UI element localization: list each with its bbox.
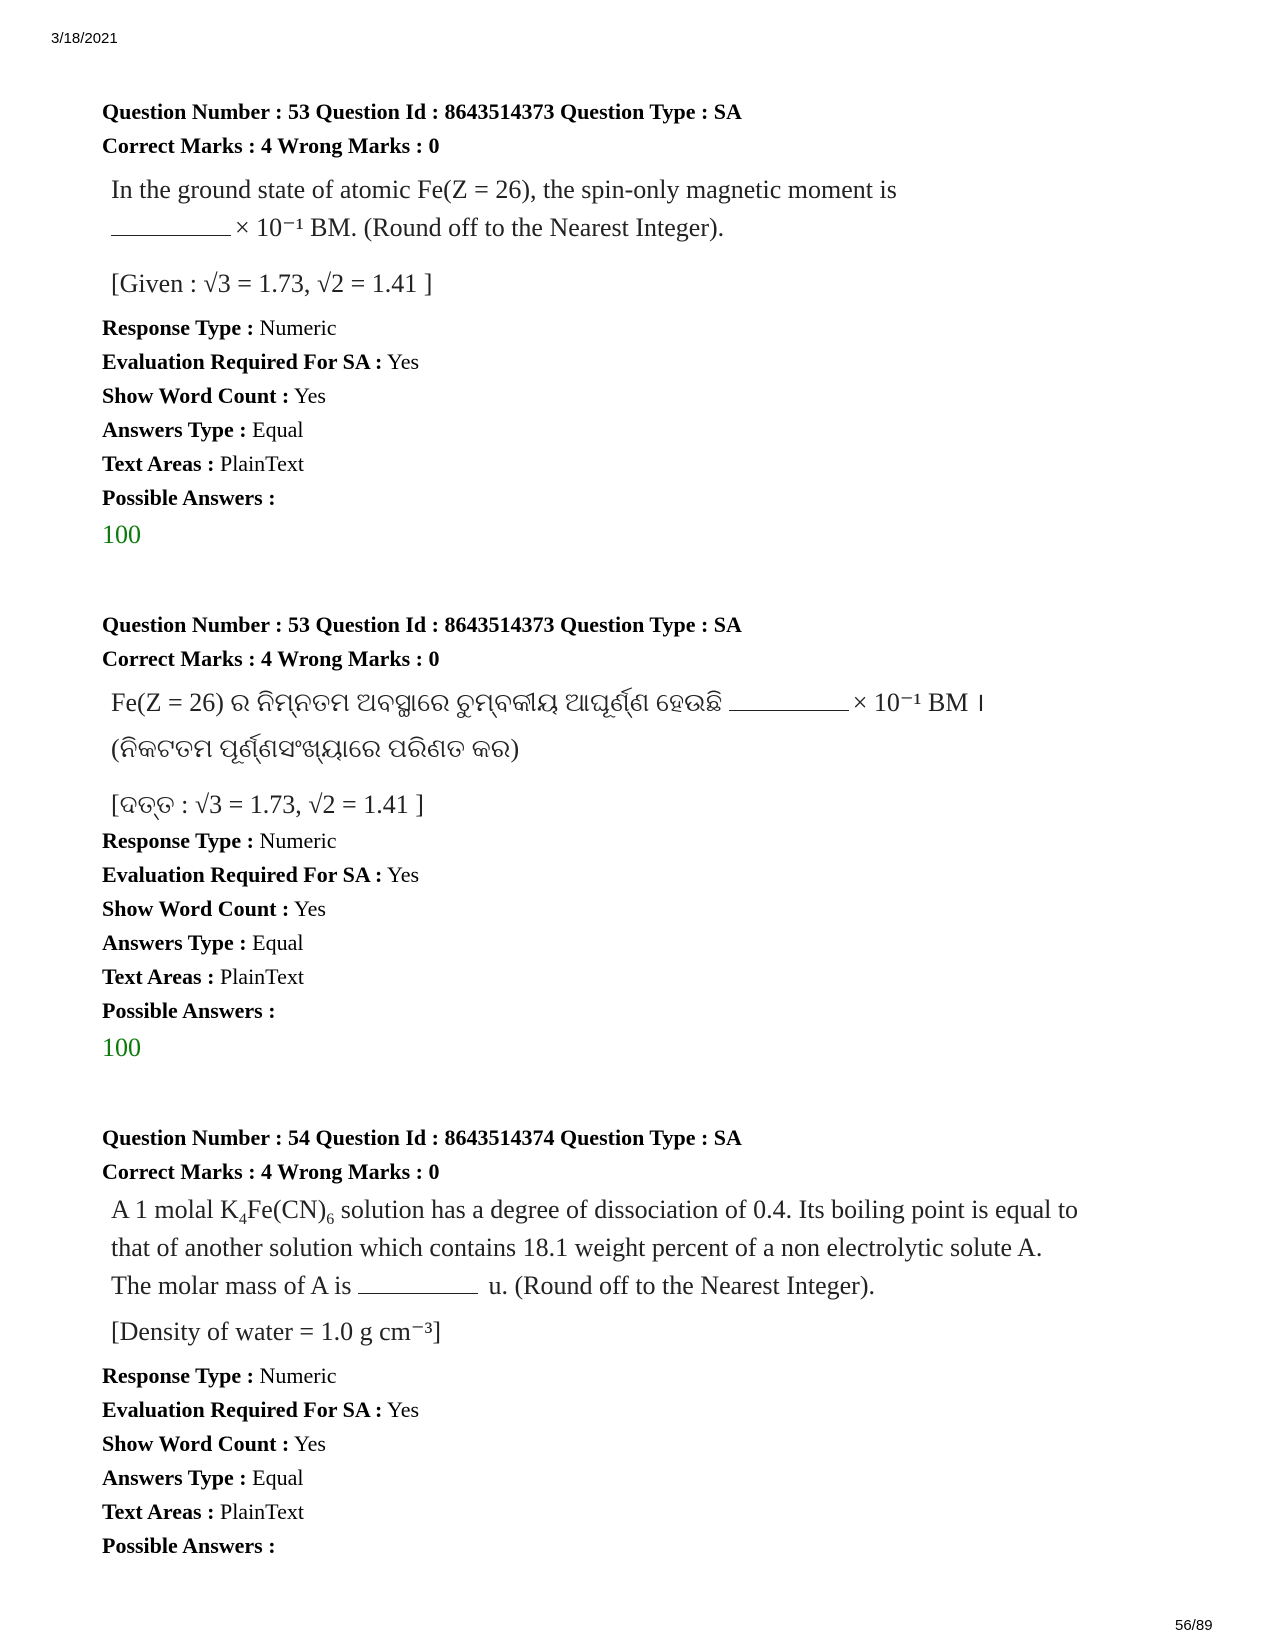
question-header: Question Number : 53 Question Id : 8643514373 Question Type : SA [102,612,742,637]
answers-type: Answers Type : Equal [102,930,304,955]
question-block-3 [102,1121,1182,1563]
answers-type: Answers Type : Equal [102,417,304,442]
response-type: Response Type : Numeric [102,1363,337,1388]
question-line-prefix: The molar mass of A is [111,1271,352,1300]
answer-blank [358,1271,478,1294]
question-line-suffix: × 10⁻¹ BM. (Round off to the Nearest Integer). [235,213,725,242]
question-text [111,684,1182,824]
text-areas: Text Areas : PlainText [102,964,304,989]
question-line: A 1 molal $K_4Fe(CN)_6$ solution has a degree of dissociation of 0.4. Its boiling point is equal to [111,1195,1079,1229]
question-line-suffix: u. (Round off to the Nearest Integer). [488,1271,875,1300]
answers-type: Answers Type : Equal [102,1465,304,1490]
text-areas: Text Areas : PlainText [102,1499,304,1524]
evaluation-required: Evaluation Required For SA : Yes [102,862,420,887]
question-line [111,684,1182,722]
question-line [111,209,1182,247]
evaluation-required: Evaluation Required For SA : Yes [102,1397,420,1422]
question-marks: Correct Marks : 4 Wrong Marks : 0 [102,646,440,671]
question-given: [Given : √3 = 1.73, √2 = 1.41 ] [111,269,433,298]
print-date: 3/18/2021 [51,30,118,47]
question-line-prefix: Fe(Z = 26) ର ନିମ୍ନତମ ଅବସ୍ଥାରେ ଚୁମ୍ବକୀୟ ଆଘୂର୍ଣ୍ଣ ହେଉଛି [111,688,723,717]
question-line: that of another solution which contains 18.1 weight percent of a non electrolytic solute A. [111,1233,1043,1262]
question-line: In the ground state of atomic Fe(Z = 26), the spin-only magnetic moment is [111,175,897,204]
question-header: Question Number : 54 Question Id : 8643514374 Question Type : SA [102,1125,742,1150]
possible-answers-label: Possible Answers : [102,1533,276,1558]
possible-answer: 100 [102,520,141,549]
question-marks: Correct Marks : 4 Wrong Marks : 0 [102,1159,440,1184]
show-word-count: Show Word Count : Yes [102,383,326,408]
question-text [111,171,1182,303]
text-areas: Text Areas : PlainText [102,451,304,476]
page-number: 56/89 [1175,1617,1213,1634]
show-word-count: Show Word Count : Yes [102,1431,326,1456]
possible-answers-label: Possible Answers : [102,998,276,1023]
response-type: Response Type : Numeric [102,828,337,853]
answer-blank [111,213,231,236]
question-line: (ନିକଟତମ ପୂର୍ଣ୍ଣସଂଖ୍ୟାରେ ପରିଣତ କର) [111,734,520,763]
evaluation-required: Evaluation Required For SA : Yes [102,349,420,374]
question-line-suffix: × 10⁻¹ BM । [852,688,985,717]
question-line [111,1267,1181,1305]
possible-answer: 100 [102,1033,141,1062]
question-text [111,1191,1181,1351]
answer-blank [729,688,849,711]
question-given: [Density of water = 1.0 g cm⁻³] [111,1317,442,1346]
response-type: Response Type : Numeric [102,315,337,340]
question-marks: Correct Marks : 4 Wrong Marks : 0 [102,133,440,158]
show-word-count: Show Word Count : Yes [102,896,326,921]
question-given: [ଦତ୍ତ : √3 = 1.73, √2 = 1.41 ] [111,790,424,819]
question-block-1 [102,95,1182,553]
question-header: Question Number : 53 Question Id : 8643514373 Question Type : SA [102,99,742,124]
question-block-2 [102,608,1182,1066]
possible-answers-label: Possible Answers : [102,485,276,510]
